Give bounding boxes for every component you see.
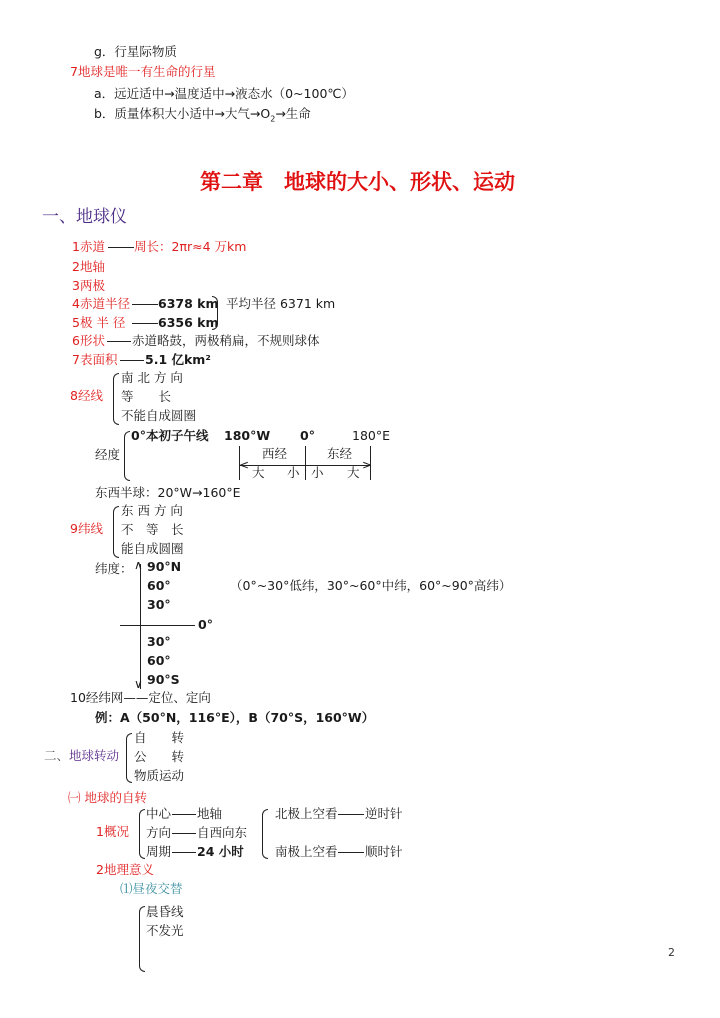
item-poles: 3两极: [72, 278, 105, 293]
rotation-period-value: 24 小时: [197, 844, 244, 859]
rotation-center-key: 中心: [146, 806, 172, 821]
dash-line: [172, 833, 196, 834]
latitude-label: 纬度：: [95, 561, 133, 576]
rotation-heading: ㈠ 地球的自转: [68, 790, 147, 805]
axis-tick: [305, 446, 306, 480]
item-polar-radius-value: 6356 km: [158, 315, 219, 330]
left-brace: [126, 733, 132, 783]
lat-60n: 60°: [147, 578, 171, 593]
arrow-down-icon: ∨: [134, 677, 143, 691]
north-view-key: 北极上空看: [275, 806, 338, 821]
lon-180w: 180°W: [224, 428, 271, 443]
lat-0: 0°: [198, 617, 213, 632]
day-night-item: ⑴昼夜交替: [120, 881, 183, 896]
parallel-prop: 不 等 长: [121, 522, 184, 537]
section-heading-globe: 一、地球仪: [42, 207, 127, 227]
chapter-title: 第二章 地球的大小、形状、运动: [200, 170, 515, 194]
lat-90n: 90°N: [147, 559, 182, 574]
dash-line: [120, 360, 144, 361]
point-7-heading: 7地球是唯一有生命的行星: [70, 64, 216, 79]
item-polar-radius-label: 5极 半 径: [72, 315, 126, 330]
motion-type: 公 转: [134, 749, 185, 764]
hemisphere-boundary: 东西半球：20°W→160°E: [95, 485, 241, 500]
east-small: 小: [311, 465, 324, 480]
left-brace: [113, 506, 119, 558]
lon-0: 0°: [300, 428, 315, 443]
section-2-heading: 二、地球转动: [44, 748, 120, 763]
latitude-zones-note: （0°~30°低纬，30°~60°中纬，60°~90°高纬）: [230, 578, 512, 593]
dash-line: [338, 852, 364, 853]
item-equator-label: 1赤道: [72, 239, 105, 254]
rotation-direction-value: 自西向东: [197, 825, 248, 840]
prime-meridian: 0°本初子午线: [131, 428, 209, 443]
terminator-item: 不发光: [146, 923, 184, 938]
item-eq-radius-value: 6378 km: [158, 296, 219, 311]
item-shape-label: 6形状: [72, 333, 105, 348]
equator-line: [120, 625, 195, 626]
dash-line: [338, 814, 364, 815]
list-item-a: a．远近适中→温度适中→液态水（0~100℃）: [94, 86, 354, 101]
parallel-prop: 东 西 方 向: [121, 503, 183, 518]
dash-line: [108, 247, 134, 248]
east-big: 大: [347, 465, 360, 480]
left-brace: [139, 809, 145, 859]
north-view-value: 逆时针: [365, 806, 403, 821]
motion-type: 自 转: [134, 730, 185, 745]
overview-label: 1概况: [96, 824, 129, 839]
left-brace: [124, 431, 130, 481]
dash-line: [172, 814, 196, 815]
meridian-prop: 南 北 方 向: [121, 370, 183, 385]
arrow-up-icon: ∧: [134, 558, 143, 572]
arrow-right-icon: >: [362, 458, 373, 472]
left-brace: [262, 809, 268, 859]
dash-line: [132, 304, 158, 305]
lat-90s: 90°S: [147, 672, 180, 687]
lat-60s: 60°: [147, 653, 171, 668]
item-shape-value: 赤道略鼓，两极稍扁，不规则球体: [132, 333, 320, 348]
significance-label: 2地理意义: [96, 862, 154, 877]
rotation-period-key: 周期: [146, 844, 172, 859]
arrow-left-icon: <: [239, 458, 250, 472]
lon-180e: 180°E: [352, 428, 391, 443]
page-number: 2: [668, 946, 675, 959]
lat-30n: 30°: [147, 597, 171, 612]
item-eq-radius-label: 4赤道半径: [72, 296, 130, 311]
south-view-key: 南极上空看: [275, 844, 338, 859]
latitude-axis: [140, 564, 141, 689]
dash-line: [132, 323, 158, 324]
item-area-value: 5.1 亿km²: [145, 352, 211, 367]
item-axis: 2地轴: [72, 259, 105, 274]
list-item-g: g．行星际物质: [94, 44, 177, 59]
longitude-label: 经度: [95, 447, 121, 462]
east-longitude: 东经: [327, 446, 353, 461]
west-longitude: 西经: [262, 446, 288, 461]
south-view-value: 顺时针: [365, 844, 403, 859]
lat-30s: 30°: [147, 634, 171, 649]
rotation-direction-key: 方向: [146, 825, 172, 840]
meridian-prop: 不能自成圆圈: [121, 408, 197, 423]
terminator-item: 晨昏线: [146, 904, 184, 919]
item-equator-value: 周长：2πr≈4 万km: [134, 239, 247, 254]
rotation-center-value: 地轴: [197, 806, 223, 821]
dash-line: [172, 852, 196, 853]
parallel-label: 9纬线: [70, 521, 103, 536]
meridian-prop: 等 长: [121, 389, 172, 404]
motion-type: 物质运动: [134, 768, 185, 783]
graticule-example: 例：A（50°N，116°E），B（70°S，160°W）: [95, 710, 375, 725]
left-brace: [139, 906, 145, 972]
parallel-prop: 能自成圆圈: [121, 541, 184, 556]
meridian-label: 8经线: [70, 388, 103, 403]
west-big: 大: [252, 465, 265, 480]
left-brace: [113, 373, 119, 425]
mean-radius: 平均半径 6371 km: [226, 296, 336, 311]
item-area-label: 7表面积: [72, 352, 118, 367]
list-item-b: b．质量体积大小适中→大气$\to O_2\to$生命: [94, 106, 311, 124]
dash-line: [107, 341, 131, 342]
right-brace: [212, 296, 218, 330]
graticule-item: 10经纬网——定位、定向: [70, 690, 211, 705]
west-small: 小: [287, 465, 300, 480]
